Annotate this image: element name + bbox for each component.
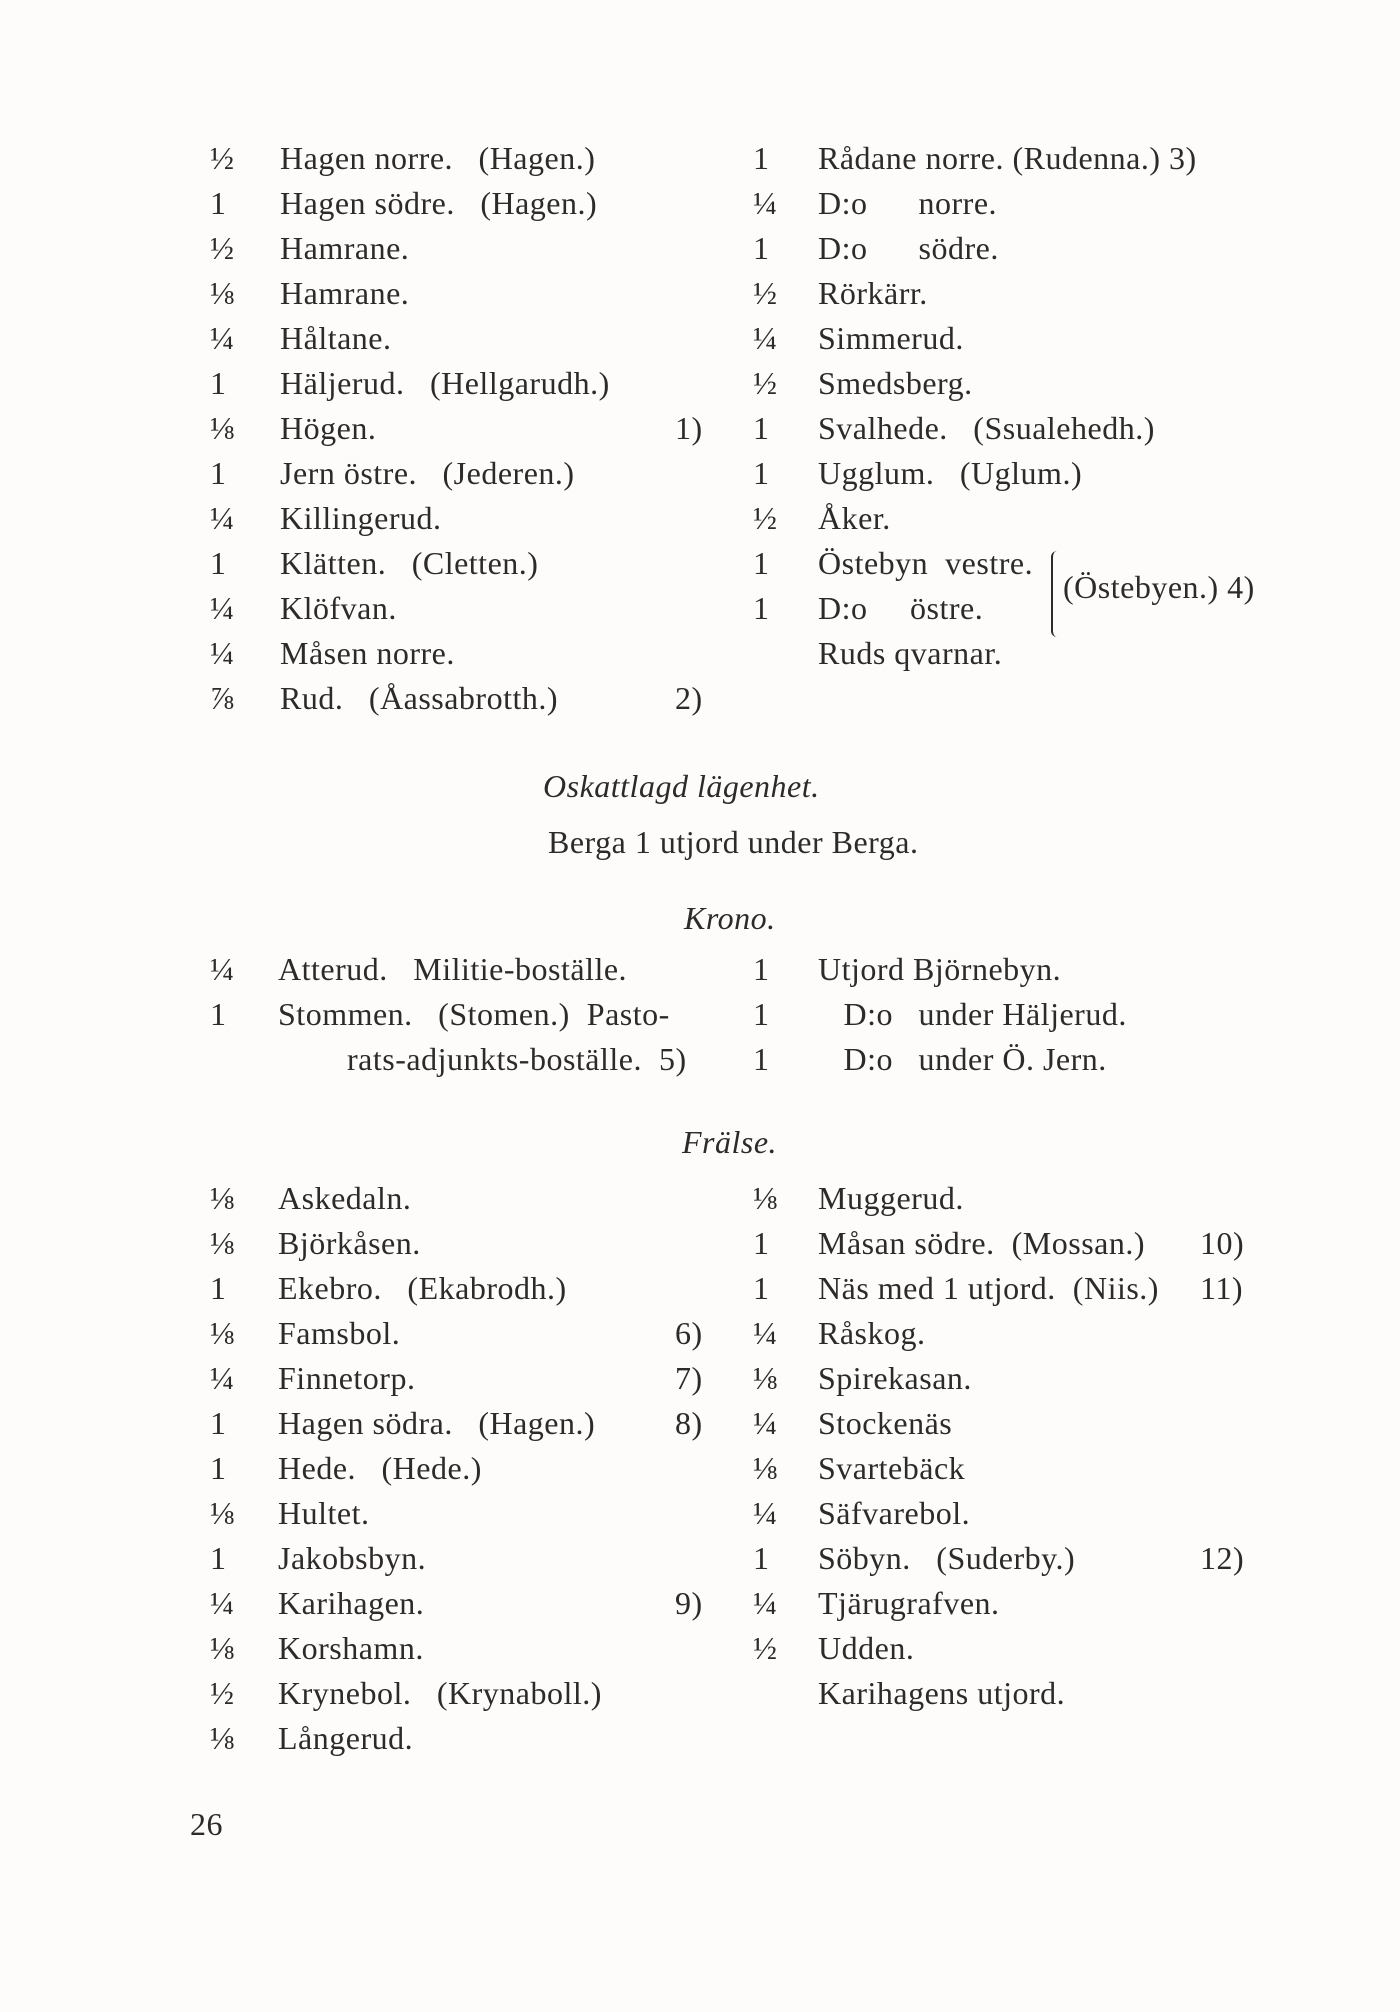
bracket-label-ostebyn: (Östebyen.) 4) bbox=[1063, 569, 1255, 605]
entry-fraction: ½ bbox=[753, 275, 778, 311]
entry-fraction: 1 bbox=[753, 590, 770, 626]
entry-name: Udden. bbox=[818, 1630, 915, 1666]
entry-fraction: ¼ bbox=[753, 1585, 778, 1621]
heading-oskattlagd: Oskattlagd lägenhet. bbox=[543, 768, 820, 804]
oskattlagd-line: Berga 1 utjord under Berga. bbox=[548, 824, 919, 860]
entry-name: Muggerud. bbox=[818, 1180, 964, 1216]
entry-fraction: 1 bbox=[210, 1450, 227, 1486]
entry-name: Åker. bbox=[818, 500, 891, 536]
entry-fraction: ¼ bbox=[753, 1315, 778, 1351]
entry-footnote-ref: 2) bbox=[675, 680, 703, 716]
entry-fraction: 1 bbox=[753, 951, 770, 987]
entry-fraction: 1 bbox=[753, 1540, 770, 1576]
entry-footnote-ref: 7) bbox=[675, 1360, 703, 1396]
entry-name: Klätten. (Cletten.) bbox=[280, 545, 539, 581]
entry-name: Jakobsbyn. bbox=[278, 1540, 427, 1576]
entry-name: Håltane. bbox=[280, 320, 392, 356]
entry-footnote-ref: 1) bbox=[675, 410, 703, 446]
entry-fraction: ¼ bbox=[210, 590, 235, 626]
entry-name: D:o under Häljerud. bbox=[818, 996, 1127, 1032]
entry-name: rats-adjunkts-boställe. 5) bbox=[347, 1041, 687, 1077]
entry-name: Utjord Björnebyn. bbox=[818, 951, 1062, 987]
entry-fraction: ½ bbox=[753, 1630, 778, 1666]
entry-footnote-ref: 6) bbox=[675, 1315, 703, 1351]
entry-name: Ruds qvarnar. bbox=[818, 635, 1003, 671]
entry-fraction: 1 bbox=[753, 1041, 770, 1077]
entry-name: Tjärugrafven. bbox=[818, 1585, 1000, 1621]
entry-fraction: 1 bbox=[753, 996, 770, 1032]
entry-fraction: ¼ bbox=[210, 635, 235, 671]
entry-footnote-ref: 11) bbox=[1200, 1270, 1243, 1306]
entry-fraction: ⅛ bbox=[210, 410, 235, 446]
entry-fraction: ⅛ bbox=[210, 1720, 235, 1756]
entry-name: Hamrane. bbox=[280, 275, 410, 311]
entry-fraction: ½ bbox=[753, 500, 778, 536]
entry-name: Smedsberg. bbox=[818, 365, 973, 401]
entry-fraction: 1 bbox=[753, 140, 770, 176]
entry-name: Hagen norre. (Hagen.) bbox=[280, 140, 596, 176]
entry-fraction: ⅛ bbox=[210, 275, 235, 311]
entry-name: Ekebro. (Ekabrodh.) bbox=[278, 1270, 567, 1306]
entry-name: Östebyn vestre. bbox=[818, 545, 1034, 581]
entry-fraction: 1 bbox=[210, 996, 227, 1032]
entry-name: Rådane norre. (Rudenna.) 3) bbox=[818, 140, 1197, 176]
entry-name: D:o östre. bbox=[818, 590, 984, 626]
entry-fraction: ⅛ bbox=[753, 1180, 778, 1216]
entry-name: Högen. bbox=[280, 410, 377, 446]
entry-fraction: 1 bbox=[753, 230, 770, 266]
entry-fraction: 1 bbox=[210, 1540, 227, 1576]
entry-name: Krynebol. (Krynaboll.) bbox=[278, 1675, 602, 1711]
entry-name: Hede. (Hede.) bbox=[278, 1450, 482, 1486]
entry-fraction: ⅛ bbox=[210, 1225, 235, 1261]
entry-name: D:o södre. bbox=[818, 230, 999, 266]
entry-fraction: ¼ bbox=[753, 1405, 778, 1441]
bracket-ostebyn bbox=[1051, 551, 1061, 637]
entry-name: Råskog. bbox=[818, 1315, 926, 1351]
entry-name: Söbyn. (Suderby.) bbox=[818, 1540, 1076, 1576]
entry-footnote-ref: 12) bbox=[1200, 1540, 1245, 1576]
entry-name: Jern östre. (Jederen.) bbox=[280, 455, 575, 491]
entry-fraction: 1 bbox=[753, 410, 770, 446]
entry-name: Karihagens utjord. bbox=[818, 1675, 1066, 1711]
entry-name: Karihagen. bbox=[278, 1585, 425, 1621]
entry-fraction: 1 bbox=[210, 455, 227, 491]
entry-fraction: 1 bbox=[210, 545, 227, 581]
entry-fraction: ⅛ bbox=[753, 1360, 778, 1396]
entry-fraction: 1 bbox=[210, 1405, 227, 1441]
entry-fraction: ¼ bbox=[753, 185, 778, 221]
entry-fraction: 1 bbox=[753, 545, 770, 581]
entry-fraction: ½ bbox=[210, 140, 235, 176]
entry-name: D:o norre. bbox=[818, 185, 998, 221]
entry-name: Häljerud. (Hellgarudh.) bbox=[280, 365, 610, 401]
entry-fraction: ½ bbox=[753, 365, 778, 401]
entry-name: Näs med 1 utjord. (Niis.) bbox=[818, 1270, 1159, 1306]
entry-name: Rud. (Åassabrotth.) bbox=[280, 680, 559, 716]
entry-name: Stockenäs bbox=[818, 1405, 953, 1441]
entry-footnote-ref: 10) bbox=[1200, 1225, 1245, 1261]
entry-fraction: ⅛ bbox=[753, 1450, 778, 1486]
entry-name: Måsan södre. (Mossan.) bbox=[818, 1225, 1145, 1261]
entry-name: Finnetorp. bbox=[278, 1360, 416, 1396]
entry-name: Hultet. bbox=[278, 1495, 370, 1531]
entry-fraction: ½ bbox=[210, 230, 235, 266]
entry-fraction: ⅛ bbox=[210, 1630, 235, 1666]
entry-footnote-ref: 9) bbox=[675, 1585, 703, 1621]
entry-name: Hagen södra. (Hagen.) bbox=[278, 1405, 596, 1441]
entry-fraction: ½ bbox=[210, 1675, 235, 1711]
entry-fraction: ⅞ bbox=[210, 680, 235, 716]
entry-name: Svalhede. (Ssualehedh.) bbox=[818, 410, 1155, 446]
entry-name: Spirekasan. bbox=[818, 1360, 972, 1396]
entry-name: Hamrane. bbox=[280, 230, 410, 266]
entry-footnote-ref: 8) bbox=[675, 1405, 703, 1441]
entry-fraction: ⅛ bbox=[210, 1495, 235, 1531]
entry-name: Säfvarebol. bbox=[818, 1495, 971, 1531]
entry-fraction: ⅛ bbox=[210, 1180, 235, 1216]
heading-krono: Krono. bbox=[684, 900, 776, 936]
entry-name: Stommen. (Stomen.) Pasto- bbox=[278, 996, 670, 1032]
entry-name: Hagen södre. (Hagen.) bbox=[280, 185, 598, 221]
entry-name: Ugglum. (Uglum.) bbox=[818, 455, 1083, 491]
entry-fraction: ¼ bbox=[210, 951, 235, 987]
entry-fraction: 1 bbox=[210, 1270, 227, 1306]
entry-fraction: 1 bbox=[210, 365, 227, 401]
entry-name: Björkåsen. bbox=[278, 1225, 421, 1261]
entry-fraction: 1 bbox=[753, 1270, 770, 1306]
page-number: 26 bbox=[190, 1806, 223, 1842]
entry-name: Killingerud. bbox=[280, 500, 442, 536]
entry-fraction: ¼ bbox=[753, 320, 778, 356]
entry-fraction: 1 bbox=[210, 185, 227, 221]
entry-name: Famsbol. bbox=[278, 1315, 401, 1351]
entry-name: Måsen norre. bbox=[280, 635, 455, 671]
entry-name: Atterud. Militie-boställe. bbox=[278, 951, 628, 987]
entry-fraction: ¼ bbox=[753, 1495, 778, 1531]
entry-fraction: 1 bbox=[753, 455, 770, 491]
entry-name: Svartebäck bbox=[818, 1450, 966, 1486]
entry-fraction: ¼ bbox=[210, 320, 235, 356]
entry-name: Rörkärr. bbox=[818, 275, 928, 311]
entry-fraction: ⅛ bbox=[210, 1315, 235, 1351]
entry-fraction: ¼ bbox=[210, 1360, 235, 1396]
entry-name: Korshamn. bbox=[278, 1630, 424, 1666]
entry-name: D:o under Ö. Jern. bbox=[818, 1041, 1107, 1077]
entry-fraction: 1 bbox=[753, 1225, 770, 1261]
entry-fraction: ¼ bbox=[210, 1585, 235, 1621]
entry-name: Klöfvan. bbox=[280, 590, 397, 626]
entry-name: Långerud. bbox=[278, 1720, 414, 1756]
heading-fralse: Frälse. bbox=[682, 1124, 778, 1160]
entry-name: Askedaln. bbox=[278, 1180, 412, 1216]
entry-fraction: ¼ bbox=[210, 500, 235, 536]
entry-name: Simmerud. bbox=[818, 320, 964, 356]
